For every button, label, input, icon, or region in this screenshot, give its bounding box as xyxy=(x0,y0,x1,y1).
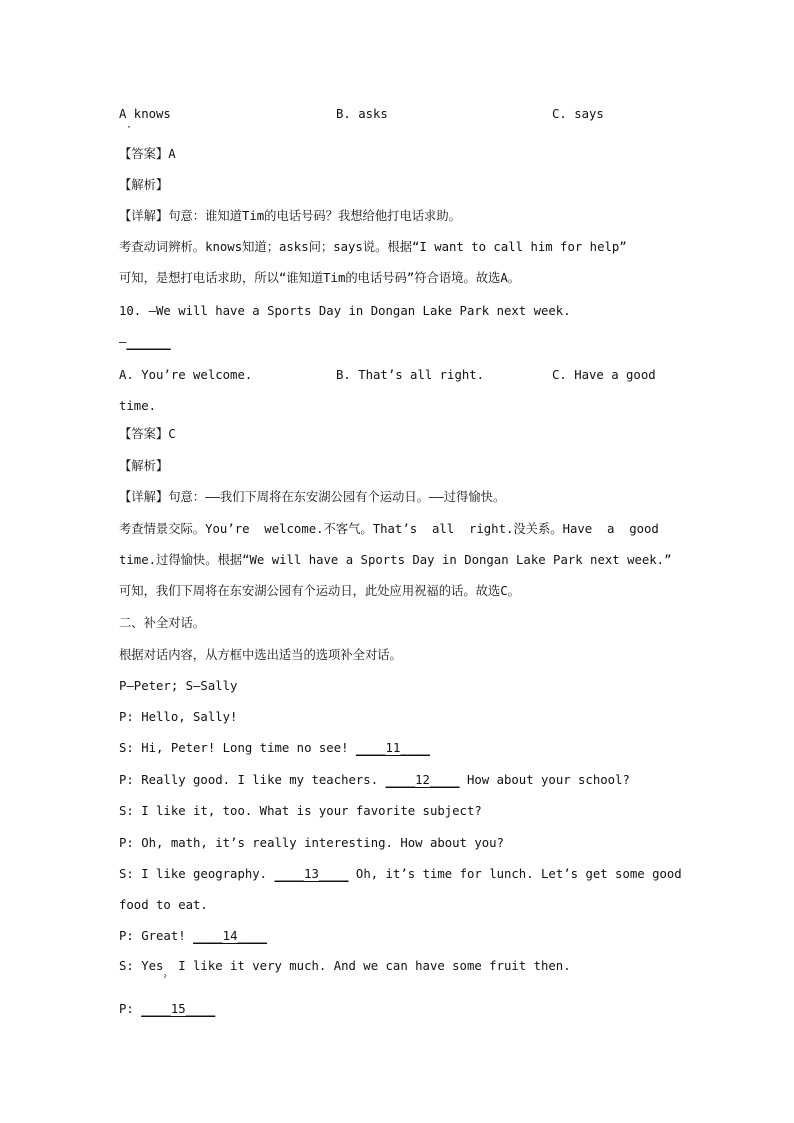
blank-12: ____12____ xyxy=(385,773,460,787)
q10-detail: 【详解】句意：——我们下周将在东安湖公园有个运动日。——过得愉快。 xyxy=(119,490,506,504)
section-instruction: 根据对话内容，从方框中选出适当的选项补全对话。 xyxy=(119,648,402,662)
dialogue-text: P: xyxy=(119,1002,142,1016)
stray-comma-mark: ˀ xyxy=(162,975,169,986)
q10-explanation-3: 可知，我们下周将在东安湖公园有个运动日，此处应用祝福的话。故选C。 xyxy=(119,584,520,598)
blank-13: ____13____ xyxy=(274,867,349,881)
q10-reply-dash: — xyxy=(119,335,127,349)
q9-option-a: A knows xyxy=(119,107,171,121)
dialogue-roles: P—Peter; S—Sally xyxy=(119,679,238,693)
q9-explanation-1: 考查动词辨析。knows知道；asks问；says说。根据“I want to call him for help” xyxy=(119,240,627,254)
q10-option-c: C. Have a good xyxy=(552,368,656,382)
dialogue-line-7 xyxy=(119,928,267,944)
dialogue-line-8: S: Yes I like it very much. And we can have some fruit then. xyxy=(119,959,571,973)
dialogue-text: How about your school? xyxy=(459,773,630,787)
blank-11: ____11____ xyxy=(355,741,430,755)
dialogue-line-3 xyxy=(119,772,630,788)
dialogue-line-4: S: I like it, too. What is your favorite subject? xyxy=(119,804,482,818)
blank-14: ____14____ xyxy=(193,929,268,943)
q10-explanation-2: time.过得愉快。根据“We will have a Sports Day in Dongan Lake Park next week.” xyxy=(119,553,672,567)
blank-15: ____15____ xyxy=(141,1002,216,1016)
dialogue-line-2 xyxy=(119,740,430,756)
q9-option-c: C. says xyxy=(552,107,604,121)
q10-option-b: B. That’s all right. xyxy=(336,368,485,382)
emphasis-dot: · xyxy=(126,122,133,133)
q10-analysis-label: 【解析】 xyxy=(119,459,169,473)
q10-reply xyxy=(119,334,171,350)
dialogue-text: P: Really good. I like my teachers. xyxy=(119,773,386,787)
q10-reply-blank: ______ xyxy=(126,335,171,349)
dialogue-line-6-continued: food to eat. xyxy=(119,898,208,912)
dialogue-line-5: P: Oh, math, it’s really interesting. How about you? xyxy=(119,836,504,850)
q9-option-b: B. asks xyxy=(336,107,388,121)
q10-explanation-1: 考查情景交际。You’re welcome.不客气。That’s all right.没关系。Have a good xyxy=(119,522,659,536)
q10-answer: 【答案】C xyxy=(119,427,176,441)
q10-stem: 10. —We will have a Sports Day in Dongan Lake Park next week. xyxy=(119,304,571,318)
dialogue-line-6 xyxy=(119,866,682,882)
q9-analysis-label: 【解析】 xyxy=(119,178,169,192)
q10-option-a: A. You’re welcome. xyxy=(119,368,253,382)
dialogue-text: S: I like geography. xyxy=(119,867,275,881)
q9-explanation-2: 可知，是想打电话求助，所以“谁知道Tim的电话号码”符合语境。故选A。 xyxy=(119,271,521,285)
section-title: 二、补全对话。 xyxy=(119,616,206,630)
dialogue-text: Oh, it’s time for lunch. Let’s get some good xyxy=(348,867,682,881)
dialogue-text: P: Great! xyxy=(119,929,194,943)
dialogue-line-1: P: Hello, Sally! xyxy=(119,710,238,724)
dialogue-text: S: Hi, Peter! Long time no see! xyxy=(119,741,356,755)
dialogue-line-9 xyxy=(119,1001,215,1017)
q9-detail: 【详解】句意：谁知道Tim的电话号码？我想给他打电话求助。 xyxy=(119,209,461,223)
q10-option-c-continued: time. xyxy=(119,399,157,413)
q9-answer: 【答案】A xyxy=(119,147,176,161)
